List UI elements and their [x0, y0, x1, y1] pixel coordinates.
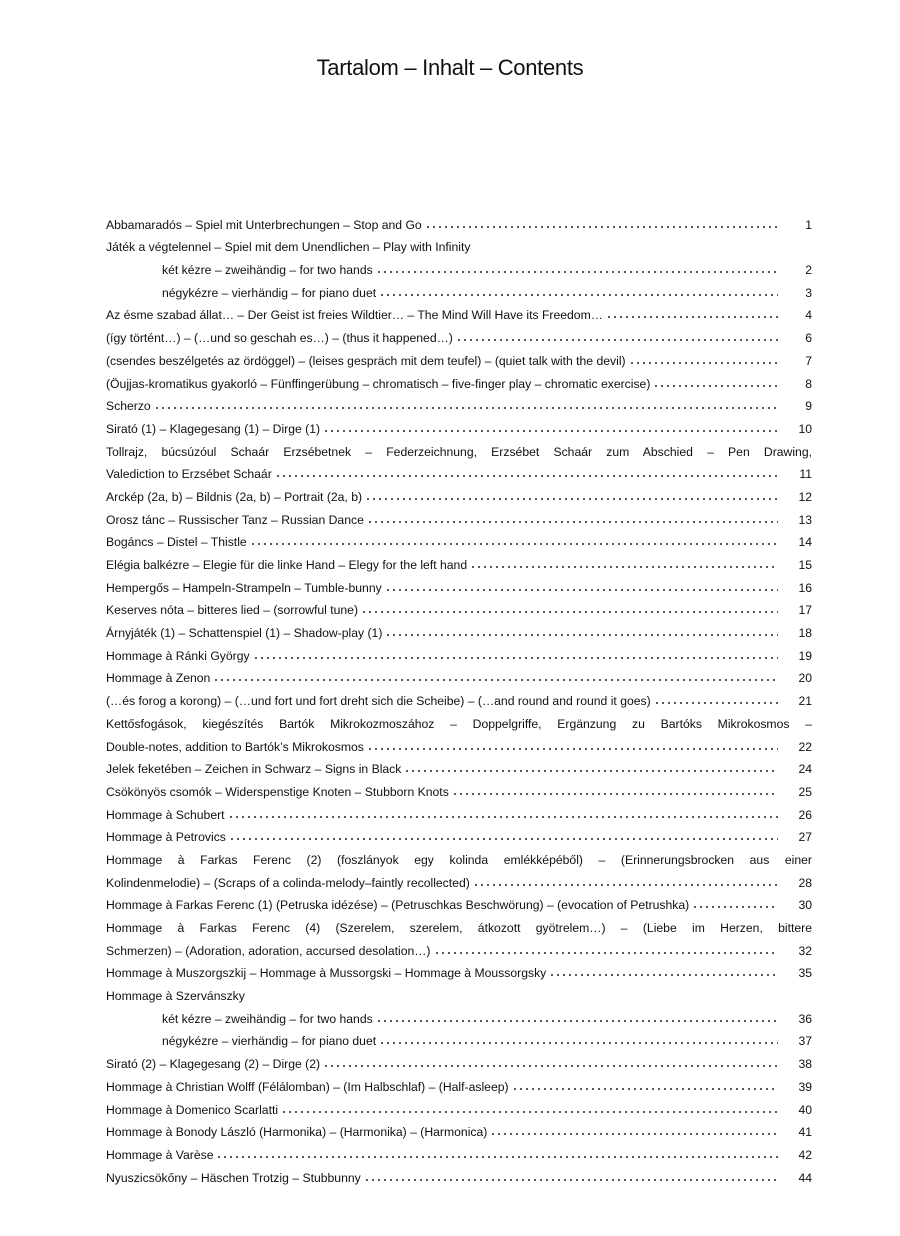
toc-entry [106, 825, 812, 848]
dot-leader [365, 490, 778, 502]
dot-leader [253, 649, 778, 661]
toc-entry-title: Kolindenmelodie) – (Scraps of a colinda-melody–faintly recollected) [106, 876, 473, 890]
toc-entry-title: Hommage à Zenon [106, 671, 213, 685]
toc-entry [106, 802, 812, 825]
toc-entry [106, 643, 812, 666]
toc-entry [106, 893, 812, 916]
toc-page-number: 17 [798, 603, 812, 618]
dot-leader [228, 808, 778, 820]
toc-entry-title: Orosz tánc – Russischer Tanz – Russian Dance [106, 513, 367, 527]
toc-entry [106, 666, 812, 689]
dot-leader [654, 694, 778, 706]
dot-leader [376, 1012, 778, 1024]
toc-page-number: 24 [798, 762, 812, 777]
toc-entry [106, 235, 812, 258]
dot-leader [385, 626, 778, 638]
dot-leader [425, 218, 778, 230]
toc-entry-title: Hommage à Petrovics [106, 830, 229, 844]
toc-page-number: 30 [798, 898, 812, 913]
toc-entry-title: két kézre – zweihändig – for two hands [162, 1012, 376, 1026]
dot-leader [549, 966, 778, 978]
toc-entry [106, 598, 812, 621]
toc-page-number: 28 [798, 875, 812, 890]
toc-entry [106, 1097, 812, 1120]
dot-leader [379, 1034, 778, 1046]
dot-leader [470, 558, 778, 570]
toc-entry-title: két kézre – zweihändig – for two hands [162, 263, 376, 277]
toc-entry [106, 1142, 812, 1165]
dot-leader [452, 785, 778, 797]
toc-entry [106, 961, 812, 984]
dot-leader [653, 377, 778, 389]
toc-entry [106, 303, 812, 326]
toc-page-number: 22 [798, 739, 812, 754]
toc-page-number: 40 [798, 1102, 812, 1117]
dot-leader [512, 1080, 778, 1092]
toc-page-number: 11 [799, 467, 812, 482]
dot-leader [376, 263, 778, 275]
dot-leader [692, 898, 778, 910]
toc-entry-title: Hommage à Schubert [106, 808, 228, 822]
toc-entry-title: Hempergős – Hampeln-Strampeln – Tumble-bunny [106, 581, 385, 595]
dot-leader [364, 1171, 778, 1183]
toc-page-number: 9 [805, 399, 812, 414]
toc-entry-title: (…és forog a korong) – (…und fort und fort dreht sich die Scheibe) – (…and round and round it goes) [106, 694, 654, 708]
toc-page-number: 14 [798, 535, 812, 550]
toc-entry [106, 779, 812, 802]
toc-page-number: 36 [798, 1011, 812, 1026]
toc-entry [106, 1120, 812, 1143]
dot-leader [216, 1148, 778, 1160]
toc-entry-title: Sirató (2) – Klagegesang (2) – Dirge (2) [106, 1057, 323, 1071]
toc-entry [106, 484, 812, 507]
toc-entry [106, 371, 812, 394]
toc-page-number: 38 [798, 1057, 812, 1072]
dot-leader [229, 830, 778, 842]
toc-entry-title: Hommage à Christian Wolff (Félálomban) – (Im Halbschlaf) – (Half-asleep) [106, 1080, 512, 1094]
toc-entry [106, 348, 812, 371]
toc-entry-title: Elégia balkézre – Elegie für die linke Hand – Elegy for the left hand [106, 558, 470, 572]
toc-page-number: 19 [798, 648, 812, 663]
toc-page-number: 21 [798, 694, 812, 709]
toc-entry [106, 507, 812, 530]
toc-page-number: 18 [798, 626, 812, 641]
dot-leader [367, 513, 778, 525]
dot-leader [385, 581, 778, 593]
toc-page-number: 25 [798, 784, 812, 799]
toc-entry [106, 734, 812, 757]
toc-entry-title: (csendes beszélgetés az ördöggel) – (leises gespräch mit dem teufel) – (quiet talk with the devil) [106, 354, 629, 368]
toc-entry-title: Hommage à Muszorgszkij – Hommage à Mussorgski – Hommage à Moussorgsky [106, 966, 549, 980]
toc-page-number: 13 [798, 512, 812, 527]
toc-entry-title: Schmerzen) – (Adoration, adoration, accursed desolation…) [106, 944, 434, 958]
toc-entry-title: Hommage à Ránki György [106, 649, 253, 663]
toc-page-number: 20 [798, 671, 812, 686]
toc-entry-title: Bogáncs – Distel – Thistle [106, 535, 250, 549]
toc-page-number: 1 [805, 217, 812, 232]
toc-page-number: 10 [798, 421, 812, 436]
dot-leader [250, 535, 778, 547]
toc-entry [106, 1029, 812, 1052]
dot-leader [473, 876, 778, 888]
toc-page-number: 41 [798, 1125, 812, 1140]
toc-entry-title: Hommage à Bonody László (Harmonika) – (Harmonika) – (Harmonica) [106, 1125, 490, 1139]
dot-leader [606, 308, 778, 320]
dot-leader [379, 286, 778, 298]
toc-page-number: 4 [805, 308, 812, 323]
toc-entry [106, 439, 812, 462]
toc-page-number: 12 [798, 489, 812, 504]
dot-leader [323, 422, 778, 434]
toc-entry-title: Valediction to Erzsébet Schaár [106, 467, 275, 481]
table-of-contents [106, 212, 812, 1188]
dot-leader [490, 1125, 778, 1137]
toc-entry-title: Jelek feketében – Zeichen in Schwarz – Signs in Black [106, 762, 404, 776]
toc-entry [106, 575, 812, 598]
toc-entry [106, 688, 812, 711]
toc-entry-title: Hommage à Farkas Ferenc (1) (Petruska idézése) – (Petruschkas Beschwörung) – (evocation of Petrushka) [106, 898, 692, 912]
dot-leader [434, 944, 779, 956]
toc-entry [106, 938, 812, 961]
dot-leader [154, 399, 778, 411]
toc-entry-title: négykézre – vierhändig – for piano duet [162, 1034, 379, 1048]
toc-entry [106, 711, 812, 734]
page-title: Tartalom – Inhalt – Contents [316, 55, 584, 80]
toc-entry [106, 847, 812, 870]
toc-entry-title: Csökönyös csomók – Widerspenstige Knoten – Stubborn Knots [106, 785, 452, 799]
toc-entry-title: Árnyjáték (1) – Schattenspiel (1) – Shadow-play (1) [106, 626, 385, 640]
dot-leader [456, 331, 778, 343]
dot-leader [367, 740, 778, 752]
toc-entry-title: Az ésme szabad állat… – Der Geist ist freies Wildtier… – The Mind Will Have its Freedom… [106, 308, 606, 322]
dot-leader [281, 1103, 778, 1115]
toc-entry-title: (Öujjas-kromatikus gyakorló – Fünffingerübung – chromatisch – five-finger play – chromatic exercise) [106, 377, 653, 391]
toc-entry-title: (így történt…) – (…und so geschah es…) – (thus it happened…) [106, 331, 456, 345]
toc-entry [106, 552, 812, 575]
toc-entry [106, 530, 812, 553]
toc-entry-title: Keserves nóta – bitteres lied – (sorrowful tune) [106, 603, 361, 617]
toc-entry-title: Abbamaradós – Spiel mit Unterbrechungen – Stop and Go [106, 218, 425, 232]
toc-entry [106, 462, 812, 485]
toc-entry [106, 280, 812, 303]
toc-entry [106, 394, 812, 417]
toc-entry [106, 620, 812, 643]
toc-entry [106, 257, 812, 280]
toc-entry-title: Játék a végtelennel – Spiel mit dem Unendlichen – Play with Infinity [106, 240, 473, 254]
toc-entry [106, 1074, 812, 1097]
toc-entry [106, 212, 812, 235]
toc-entry [106, 983, 812, 1006]
toc-entry [106, 1006, 812, 1029]
toc-page-number: 26 [798, 807, 812, 822]
toc-page-number: 39 [798, 1079, 812, 1094]
dot-leader [404, 762, 778, 774]
toc-entry-title: négykézre – vierhändig – for piano duet [162, 286, 379, 300]
toc-entry [106, 416, 812, 439]
toc-entry-title: Hommage à Varèse [106, 1148, 216, 1162]
toc-page-number: 32 [798, 943, 812, 958]
toc-entry-title: Nyuszicsökőny – Häschen Trotzig – Stubbunny [106, 1171, 364, 1185]
dot-leader [323, 1057, 778, 1069]
toc-entry-title: Tollrajz, búcsúzóul Schaár Erzsébetnek – Federzeichnung, Erzsébet Schaár zum Abschied – Pen Drawing, [106, 444, 812, 459]
toc-entry [106, 757, 812, 780]
toc-page-number: 42 [798, 1147, 812, 1162]
toc-entry-title: Kettősfogások, kiegészítés Bartók Mikrokozmoszához – Doppelgriffe, Ergänzung zu Bartóks Mikrokosmos – [106, 716, 812, 731]
toc-page-number: 37 [798, 1034, 812, 1049]
toc-page-number: 15 [798, 558, 812, 572]
toc-entry-title: Double-notes, addition to Bartók’s Mikrokosmos [106, 740, 367, 754]
toc-page-number: 8 [805, 376, 812, 391]
toc-entry-title: Hommage à Szervánszky [106, 989, 248, 1003]
toc-page-number: 6 [805, 331, 812, 346]
toc-entry [106, 1165, 812, 1188]
toc-page-number: 16 [798, 580, 812, 595]
toc-page-number: 27 [798, 830, 812, 845]
dot-leader [213, 671, 778, 683]
toc-page-number: 44 [798, 1170, 812, 1185]
toc-entry-title: Hommage à Farkas Ferenc (4) (Szerelem, szerelem, átkozott gyötrelem…) – (Liebe im Herzen, bittere [106, 921, 812, 935]
toc-page-number: 35 [798, 966, 812, 981]
dot-leader [629, 354, 778, 366]
dot-leader [275, 467, 778, 479]
dot-leader [361, 603, 778, 615]
toc-page-number: 3 [805, 285, 812, 300]
toc-page-number: 2 [805, 263, 812, 278]
toc-entry-title: Sirató (1) – Klagegesang (1) – Dirge (1) [106, 422, 323, 436]
toc-page-number: 7 [805, 353, 812, 368]
toc-entry [106, 1051, 812, 1074]
toc-entry [106, 915, 812, 938]
toc-entry [106, 870, 812, 893]
toc-entry-title: Hommage à Domenico Scarlatti [106, 1103, 281, 1117]
toc-entry-title: Arckép (2a, b) – Bildnis (2a, b) – Portrait (2a, b) [106, 490, 365, 504]
toc-entry-title: Hommage à Farkas Ferenc (2) (foszlányok egy kolinda emlékképéből) – (Erinnerungsbrocken aus einer [106, 852, 812, 867]
toc-entry-title: Scherzo [106, 399, 154, 413]
toc-entry [106, 325, 812, 348]
